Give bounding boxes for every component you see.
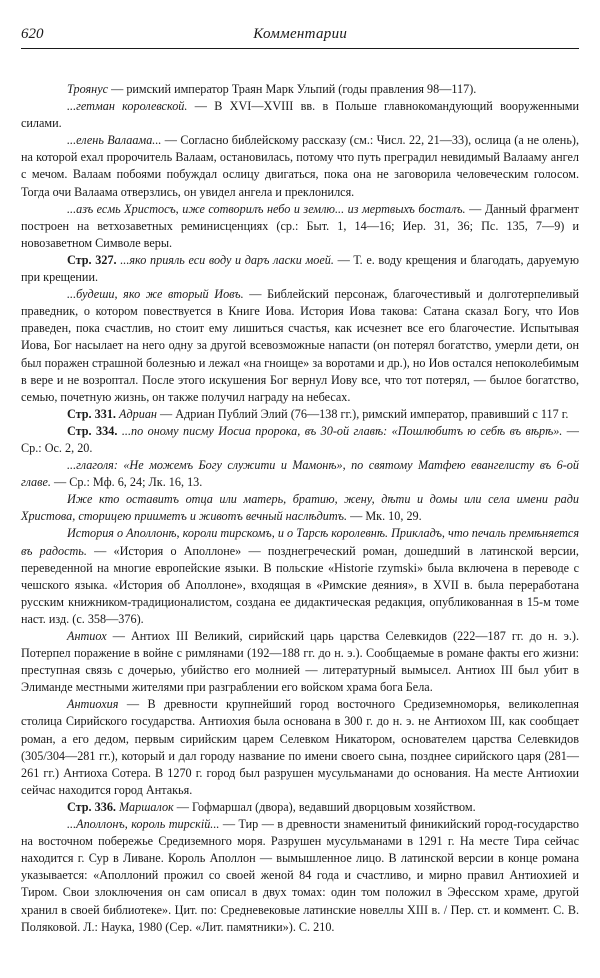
page-header	[21, 26, 579, 46]
entry-mk	[21, 491, 579, 525]
entry-page-336	[21, 799, 579, 816]
entry-text: — В XVI—XVIII вв. в Польше главнокомандующий вооруженными силами.	[21, 99, 580, 131]
entry-page-331	[21, 406, 579, 423]
entry-lemma: Иже кто оставитъ отца или матерь, братию, жену, дѣти и домы или села имени ради Христова, сторицею прииметъ и животъ вечный наслѣдитъ.	[21, 492, 579, 524]
entry-text: — Гофмаршал (двора), ведавший дворцовым хозяйством.	[173, 799, 476, 814]
header-rule	[21, 48, 579, 49]
entry-lemma: Антиох	[67, 629, 107, 643]
entry-text: — Мк. 10, 29.	[347, 509, 422, 524]
commentary-body	[21, 81, 579, 936]
entry-text: — Ср.: Ос. 2, 20.	[21, 423, 579, 455]
page-ref: Стр. 334.	[67, 423, 118, 438]
entry-text: — Ср.: Мф. 6, 24; Лк. 16, 13.	[50, 475, 203, 490]
entry-lemma: ...глаголя: «Не можемъ Богу служити и Мамонѣ», по святому Матфею евангелисту въ 6-ой главе.	[21, 458, 579, 490]
entry-lemma: ...гетман королевской.	[67, 99, 188, 114]
page-ref: Стр. 331.	[67, 406, 116, 421]
entry-hetman	[21, 98, 579, 132]
entry-text: — Данный фрагмент построен на ветхозаветных реминисценциях (ср.: Быт. 1, 14—16; Иер. 31, 36; Пс. 135, 7—9) и новозаветном Символе веры.	[21, 201, 580, 250]
running-title: Комментарии	[253, 26, 348, 42]
entry-lemma: ...елень Валаама...	[67, 133, 162, 148]
entry-text: — римский император Траян Марк Ульпий (годы правления 98—117).	[108, 82, 477, 96]
entry-text: — Согласно библейскому рассказу (см.: Числ. 22, 21—33), ослица (а не олень), на которой ехал пророчитель Валаам, остановилась, потому что путь преградил невидимый Валааму ангел с мечом. Валаам побоями побуждал ослицу двигаться, пока она не заговорила человеческим голосом. Тогда очи Валаама отверзлись, он увидел ангела и преклонился.	[21, 133, 579, 199]
entry-text: — В древности крупнейший город восточного Средиземноморья, великолепная столица Сирийского государства. Антиохия была основана в 300 г. до н. э. не Антиохом III, как сообщает роман, а его дедом, первым сирийским царем Селевком Никатором, основателем царства Селевкидов (305/304—281 гг.), который и дал городу название по имени своего сына, позднее сирийского царя (281—261 гг.) Антиоха Сотера. В 1270 г. город был разрушен мусульманами до основания. На месте Антиохии сейчас находится город Антакья.	[21, 697, 579, 797]
entry-text: — «История о Аполлоне» — позднегреческий роман, дошедший в латинской версии, переведенной на многие европейские языки. В польские «Historie rzymski» была включена в переводе с чешского языка. «История об Аполлоне», входящая в «Римские деяния», в XVII в. была переработана русским книжником-традиционалистом, создана ее дидактическая редакция, опубликованная в 15-м томе наст. изд. (с. 358—376).	[21, 543, 579, 626]
page-number: 620	[21, 26, 44, 42]
entry-lemma: Антиохия	[67, 697, 119, 712]
entry-christ	[21, 201, 579, 252]
page-ref: Стр. 336.	[67, 799, 116, 814]
entry-page-327	[21, 252, 579, 286]
entry-antiochia	[21, 696, 579, 799]
entry-tir	[21, 816, 579, 936]
entry-text: — Библейский персонаж, благочестивый и долготерпеливый праведник, о котором повествуется в Книге Иова. История Иова такова: Сатана сказал Богу, что Иов праведен, пока счастлив, но стоит ему лишиться счастья, как исчезнет все его благочестие. Испытывая Иова, Бог насылает на него одну за другой всевозможные напасти (он потерял богатство, умерли дети, он был поражен страшной болезнью и лежал «на гноище» за воротами и др.), но Иов остался непоколебимым в вере и не возроптал. После этого искушения Бог вернул Иову все, что тот потерял, — былое богатство, семью, почетную жизнь, он также получил награду на небесах.	[21, 287, 579, 404]
entry-lemma: Троянус	[67, 82, 109, 96]
entry-lemma: Маршалок	[115, 799, 174, 814]
entry-text: — Адриан Публий Элий (76—138 гг.), римский император, правивший с 117 г.	[156, 406, 569, 421]
entry-lemma: ...яко прияль еси воду и даръ ласки моей.	[116, 252, 334, 267]
entry-iov	[21, 286, 579, 406]
entry-lemma: История о Аполлонѣ, короли тирскомъ, и о Тарсѣ королевнѣ. Прикладъ, что печаль премѣняется въ радость.	[21, 526, 579, 558]
entry-lemma: ...по оному писму Иосиа пророка, въ 30-ой главѣ: «Пошлюбитъ ю себѣ въ вѣрѣ».	[117, 423, 563, 438]
entry-lemma: ...Аполлонъ, король тирскій...	[67, 817, 220, 832]
entry-lemma: ...будеши, яко же вторый Иовъ.	[67, 287, 244, 302]
entry-lemma: ...азъ есмь Христосъ, иже сотворилъ небо и землю... из мертвыхъ босталъ.	[67, 201, 466, 216]
page-ref: Стр. 327.	[67, 252, 117, 267]
entry-antioch	[21, 628, 579, 696]
entry-trayan	[21, 81, 579, 98]
entry-apollon-story	[21, 525, 579, 628]
entry-page-334	[21, 423, 579, 457]
entry-mamona	[21, 457, 579, 491]
entry-lemma: Адриан	[115, 406, 157, 421]
entry-valaam	[21, 132, 579, 200]
entry-text: — Тир — в древности знаменитый финикийский город-государство на восточном побережье Средиземного моря. Разрушен мусульманами в 1291 г. На месте Тира сейчас находится г. Сур в Ливане. Король Аполлон — вымышленное лицо. В латинской версии в конце романа указывается: «Аполлоний прожил со своей женой 84 года и счастливо, и мирно правил Антиохией и Тиром. Свои злоключения он сам описал в двух томах: один том положил в Эфесском храме, другой хранил в своей библиотеке». Цит. по: Средневековые латинские новеллы XIII в. / Пер. ст. и коммент. С. В. Поляковой. Л.: Наука, 1980 (Сер. «Лит. памятники»). С. 210.	[21, 817, 579, 934]
entry-text: — Антиох III Великий, сирийский царь царства Селевкидов (222—187 гг. до н. э.). Потерпел поражение в войне с римлянами (192—188 гг. до н. э.). Сообщаемые в романе факты его жизни: преступная связь с дочерью, убийство его молнией — литературный вымысел. Антиох III был убит в Элиманде местными жителями при разграблении его войском храма бога Бела.	[21, 629, 579, 695]
entry-text: — Т. е. воду крещения и благодать, даруемую при крещении.	[21, 252, 579, 285]
